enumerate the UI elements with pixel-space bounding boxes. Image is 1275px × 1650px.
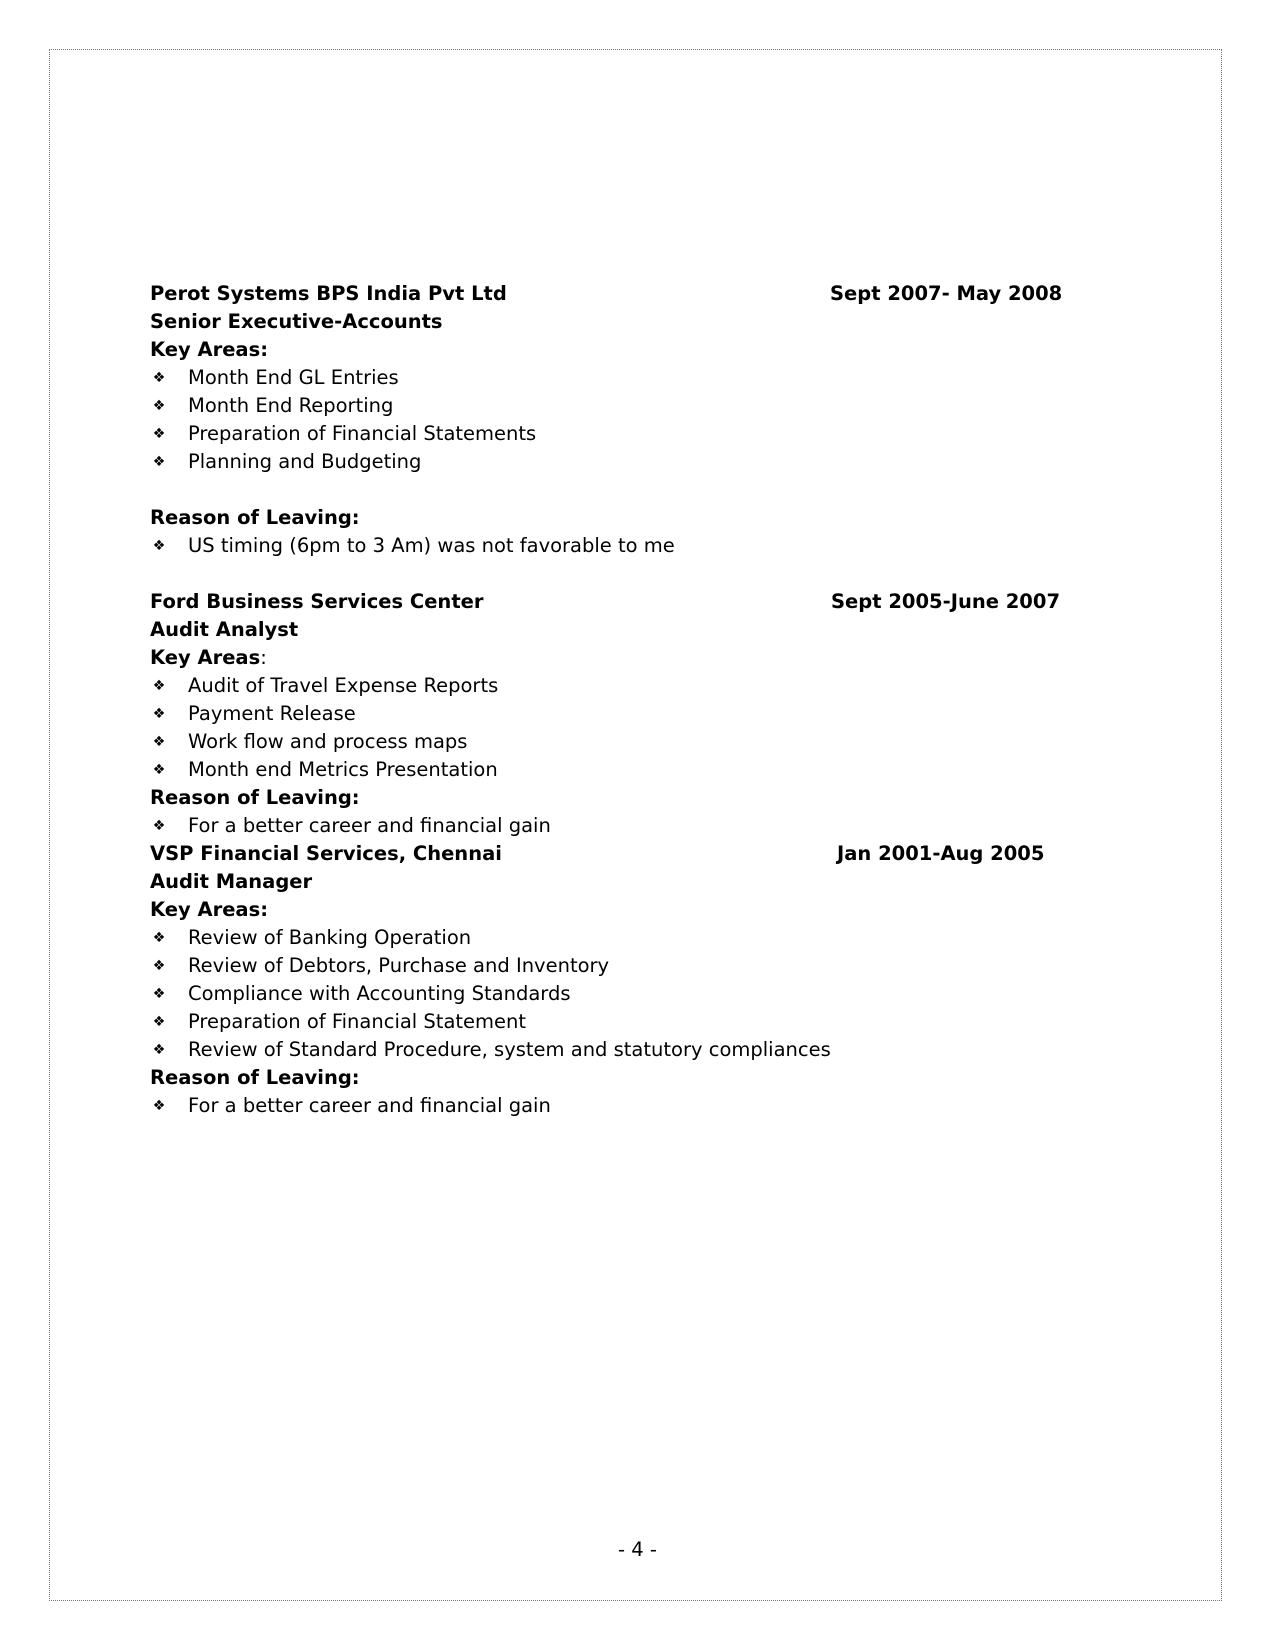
job-dates: Jan 2001-Aug 2005 — [837, 842, 1045, 865]
list-item: ❖ Preparation of Financial Statements — [150, 420, 1050, 448]
job-dates: Sept 2007- May 2008 — [830, 282, 1063, 305]
company-name: Ford Business Services Center — [150, 590, 484, 613]
key-areas-label: Key Areas: — [150, 338, 268, 361]
list-item: ❖ Month End Reporting — [150, 392, 1050, 420]
spacer — [150, 476, 1050, 504]
reason-label: Reason of Leaving: — [150, 786, 360, 809]
diamond-bullet-icon: ❖ — [152, 818, 166, 834]
list-item: ❖ Planning and Budgeting — [150, 448, 1050, 476]
job-header — [150, 840, 1050, 868]
job-dates: Sept 2005-June 2007 — [831, 590, 1061, 613]
list-item: ❖ Month End GL Entries — [150, 364, 1050, 392]
diamond-bullet-icon: ❖ — [152, 706, 166, 722]
job-title: Audit Manager — [150, 870, 313, 893]
reason-label: Reason of Leaving: — [150, 506, 360, 529]
job-title: Senior Executive-Accounts — [150, 310, 443, 333]
diamond-bullet-icon: ❖ — [152, 986, 166, 1002]
list-item: ❖ Work flow and process maps — [150, 728, 1050, 756]
diamond-bullet-icon: ❖ — [152, 678, 166, 694]
diamond-bullet-icon: ❖ — [152, 426, 166, 442]
resume-content — [150, 280, 1063, 1120]
list-item: ❖ Review of Banking Operation — [150, 924, 1050, 952]
job-header — [150, 280, 1063, 308]
list-item: ❖ For a better career and financial gain — [150, 1092, 1050, 1120]
diamond-bullet-icon: ❖ — [152, 762, 166, 778]
list-item: ❖ For a better career and financial gain — [150, 812, 1050, 840]
diamond-bullet-icon: ❖ — [152, 398, 166, 414]
list-item: ❖ Review of Debtors, Purchase and Inventory — [150, 952, 1050, 980]
key-areas-label: Key Areas: — [150, 898, 268, 921]
list-item: ❖ Audit of Travel Expense Reports — [150, 672, 1050, 700]
diamond-bullet-icon: ❖ — [152, 1014, 166, 1030]
diamond-bullet-icon: ❖ — [152, 370, 166, 386]
diamond-bullet-icon: ❖ — [152, 930, 166, 946]
key-areas-label: Key Areas: — [150, 646, 267, 669]
diamond-bullet-icon: ❖ — [152, 538, 166, 554]
reason-label: Reason of Leaving: — [150, 1066, 360, 1089]
spacer — [150, 560, 1050, 588]
diamond-bullet-icon: ❖ — [152, 1042, 166, 1058]
job-title: Audit Analyst — [150, 618, 299, 641]
diamond-bullet-icon: ❖ — [152, 454, 166, 470]
page-number: - 4 - — [618, 1538, 657, 1561]
list-item: ❖ Review of Standard Procedure, system and statutory compliances — [150, 1036, 1050, 1064]
company-name: Perot Systems BPS India Pvt Ltd — [150, 282, 507, 305]
list-item: ❖ Payment Release — [150, 700, 1050, 728]
list-item: ❖ Month end Metrics Presentation — [150, 756, 1050, 784]
diamond-bullet-icon: ❖ — [152, 734, 166, 750]
list-item: ❖ Preparation of Financial Statement — [150, 1008, 1050, 1036]
job-header — [150, 588, 1061, 616]
list-item: ❖ US timing (6pm to 3 Am) was not favorable to me — [150, 532, 1050, 560]
list-item: ❖ Compliance with Accounting Standards — [150, 980, 1050, 1008]
diamond-bullet-icon: ❖ — [152, 958, 166, 974]
company-name: VSP Financial Services, Chennai — [150, 842, 502, 865]
diamond-bullet-icon: ❖ — [152, 1098, 166, 1114]
